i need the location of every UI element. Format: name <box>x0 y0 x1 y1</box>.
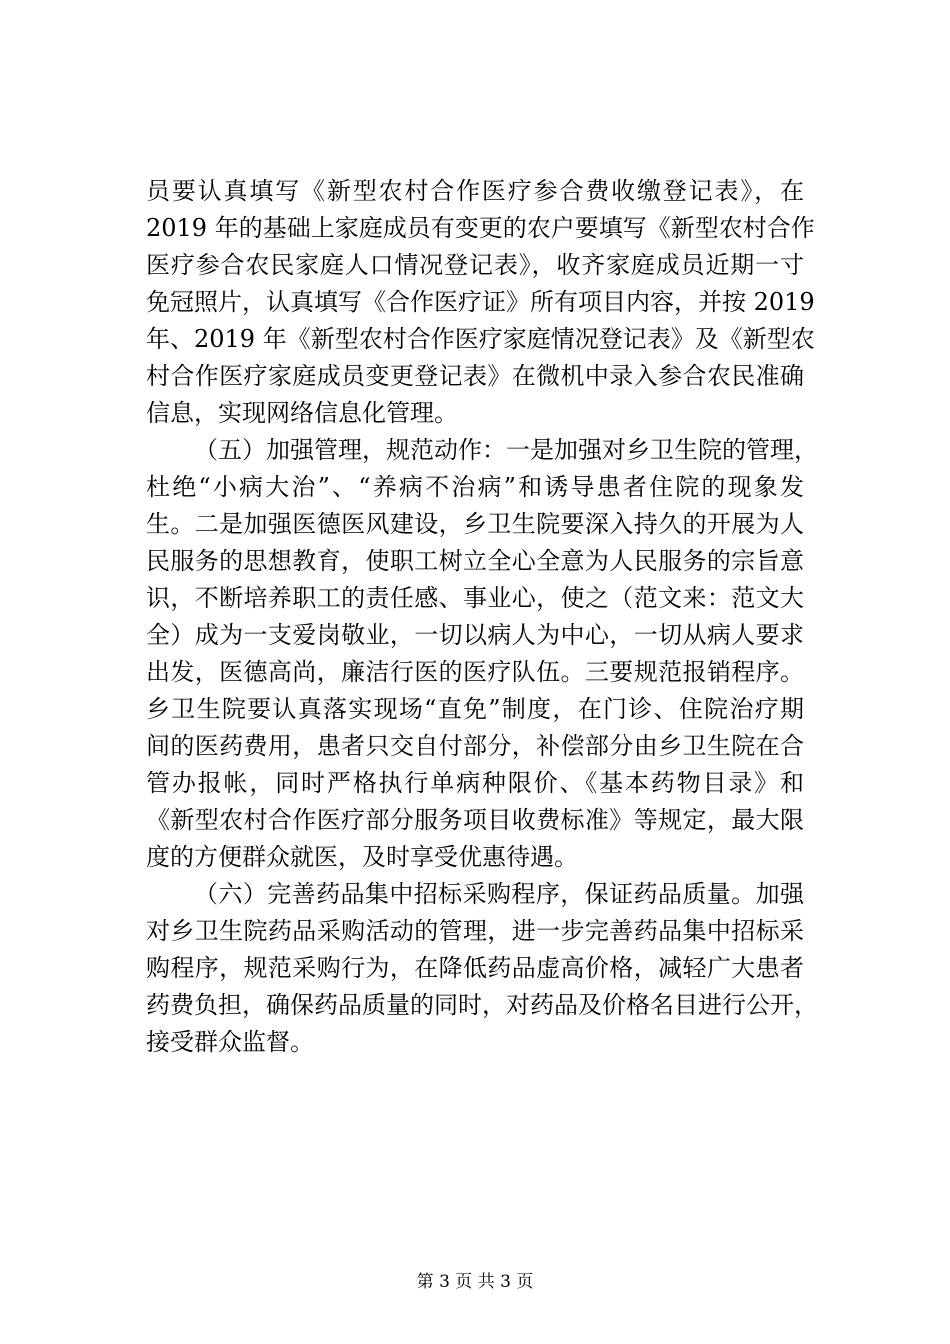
body-line: 接受群众监督。 <box>146 1028 314 1056</box>
body-line: 识，不断培养职工的责任感、事业心，使之（范文来：范文大 <box>146 584 804 612</box>
body-line: 杜绝“小病大治”、“养病不治病”和诱导患者住院的现象发 <box>146 473 804 501</box>
page-number-footer: 第 3 页 共 3 页 <box>416 1272 534 1292</box>
body-line: 生。二是加强医德医风建设，乡卫生院要深入持久的开展为人 <box>146 510 804 538</box>
body-line: 对乡卫生院药品采购活动的管理，进一步完善药品集中招标采 <box>146 917 804 945</box>
body-line: 全）成为一支爱岗敬业，一切以病人为中心，一切从病人要求 <box>146 621 804 649</box>
body-line: 药费负担，确保药品质量的同时，对药品及价格名目进行公开， <box>146 991 818 1019</box>
paragraph-five-heading-line: （五）加强管理，规范动作：一是加强对乡卫生院的管理， <box>194 436 818 464</box>
body-line: 度的方便群众就医，及时享受优惠待遇。 <box>146 843 578 871</box>
paragraph-six-heading-line: （六）完善药品集中招标采购程序，保证药品质量。加强 <box>194 880 804 908</box>
body-line: 民服务的思想教育，使职工树立全心全意为人民服务的宗旨意 <box>146 547 804 575</box>
body-line: 出发，医德高尚，廉洁行医的医疗队伍。三要规范报销程序。 <box>146 658 804 686</box>
body-line: 购程序，规范采购行为，在降低药品虚高价格，减轻广大患者 <box>146 954 804 982</box>
body-line: 信息，实现网络信息化管理。 <box>146 399 458 427</box>
body-line: 村合作医疗家庭成员变更登记表》在微机中录入参合农民准确 <box>146 362 804 390</box>
body-line: 员要认真填写《新型农村合作医疗参合费收缴登记表》，在 <box>146 177 804 205</box>
body-line: 年、2019 年《新型农村合作医疗家庭情况登记表》及《新型农 <box>146 325 815 353</box>
body-line: 2019 年的基础上家庭成员有变更的农户要填写《新型农村合作 <box>146 214 815 242</box>
body-line: 医疗参合农民家庭人口情况登记表》，收齐家庭成员近期一寸 <box>146 251 804 279</box>
body-line: 乡卫生院要认真落实现场“直免”制度，在门诊、住院治疗期 <box>146 695 804 723</box>
body-line: 免冠照片，认真填写《合作医疗证》所有项目内容，并按 2019 <box>146 288 815 316</box>
body-line: 管办报帐，同时严格执行单病种限价、《基本药物目录》和 <box>146 769 804 797</box>
body-line: 间的医药费用，患者只交自付部分，补偿部分由乡卫生院在合 <box>146 732 804 760</box>
body-line: 《新型农村合作医疗部分服务项目收费标准》等规定，最大限 <box>146 806 804 834</box>
